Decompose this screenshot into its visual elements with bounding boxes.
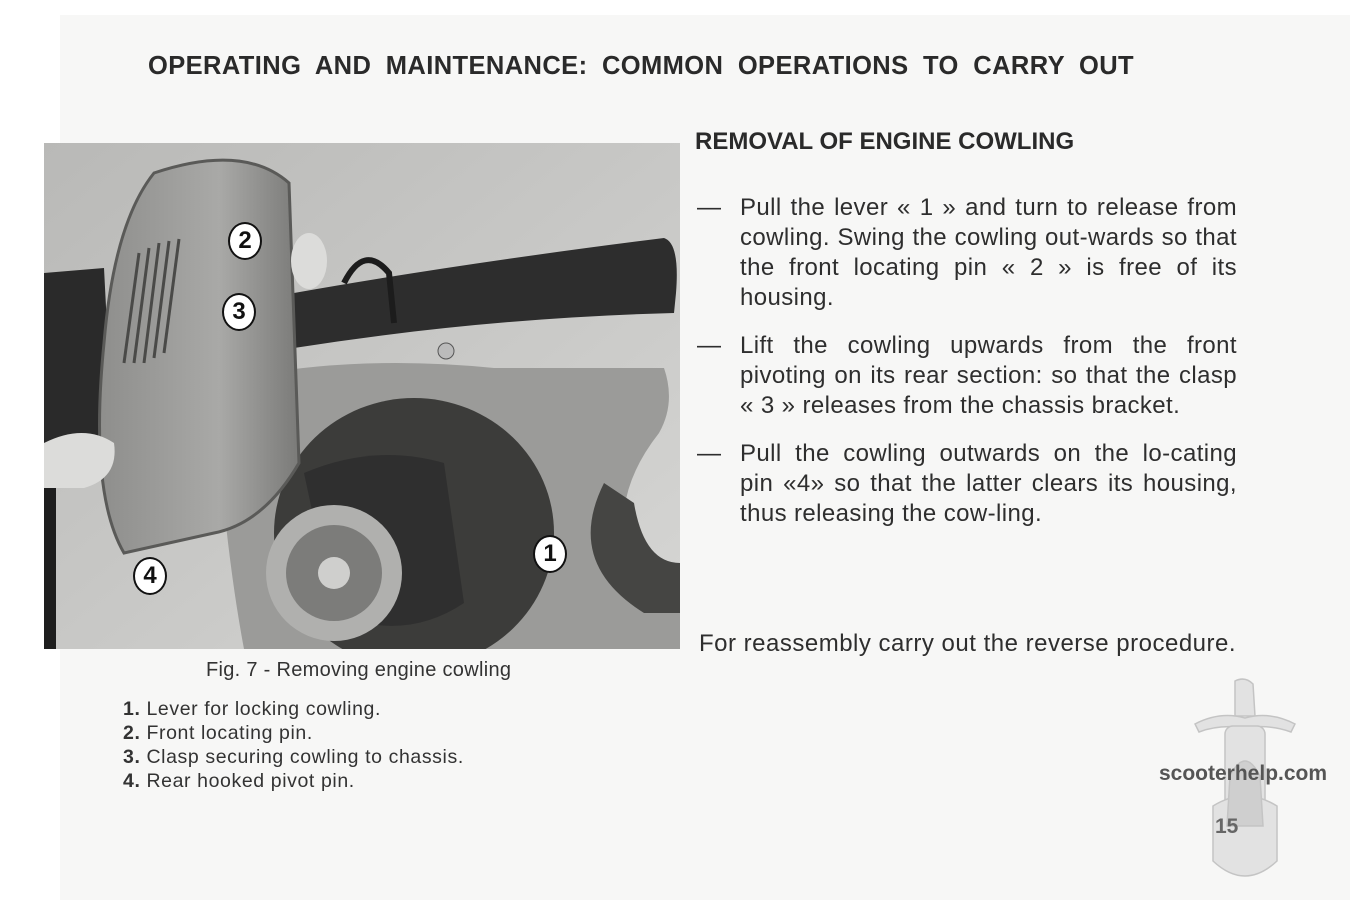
legend-item xyxy=(123,769,464,793)
figure-photo xyxy=(44,143,680,649)
page-number: 15 xyxy=(1215,815,1239,838)
legend-item xyxy=(123,721,464,745)
step-text: Lift the cowling upwards from the front pivoting on its rear section: so that the clasp « 3 » releases from the chassis bracket. xyxy=(740,332,1237,419)
section-title: REMOVAL OF ENGINE COWLING xyxy=(695,128,1075,155)
step-item xyxy=(697,331,1237,421)
legend-text: Lever for locking cowling. xyxy=(146,698,382,720)
steps-list xyxy=(697,193,1237,547)
legend-text: Rear hooked pivot pin. xyxy=(146,770,355,792)
hand-top xyxy=(291,233,327,289)
page-title: OPERATING AND MAINTENANCE: COMMON OPERATIONS TO CARRY OUT xyxy=(148,52,1135,80)
dash-bullet: — xyxy=(697,440,722,467)
step-item xyxy=(697,193,1237,313)
watermark-text: scooterhelp.com xyxy=(1159,762,1328,785)
legend-item xyxy=(123,697,464,721)
legend-text: Clasp securing cowling to chassis. xyxy=(146,746,464,768)
dash-bullet: — xyxy=(697,194,722,221)
legend-number: 2. xyxy=(123,722,141,744)
callout-2: 2 xyxy=(228,222,262,260)
legend-number: 1. xyxy=(123,698,141,720)
legend-number: 3. xyxy=(123,746,141,768)
legend-number: 4. xyxy=(123,770,141,792)
step-item xyxy=(697,439,1237,529)
legend-item xyxy=(123,745,464,769)
closing-note: For reassembly carry out the reverse procedure. xyxy=(699,630,1237,657)
callout-3: 3 xyxy=(222,293,256,331)
step-text: Pull the lever « 1 » and turn to release from cowling. Swing the cowling out-wards so that the front locating pin « 2 » is free of its housing. xyxy=(740,194,1237,311)
figure-legend xyxy=(123,697,464,793)
engine-cowling xyxy=(100,160,300,553)
callout-1: 1 xyxy=(533,535,567,573)
step-text: Pull the cowling outwards on the lo-cating pin «4» so that the latter clears its housing, thus releasing the cow-ling. xyxy=(740,440,1237,527)
figure-caption: Fig. 7 - Removing engine cowling xyxy=(206,659,512,681)
callout-4: 4 xyxy=(133,557,167,595)
legend-text: Front locating pin. xyxy=(146,722,313,744)
dash-bullet: — xyxy=(697,332,722,359)
